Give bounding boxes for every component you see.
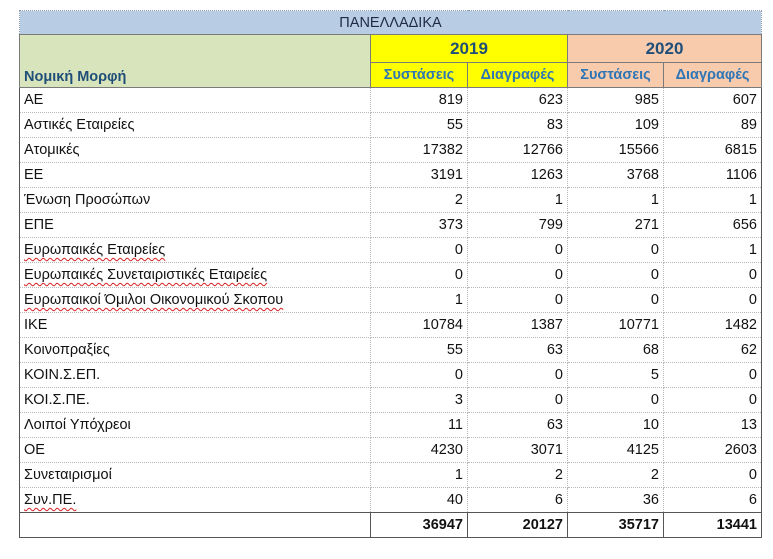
formations-2020-cell[interactable]: 10 (568, 413, 664, 438)
deletions-2020-cell[interactable]: 0 (664, 388, 762, 413)
formations-2019-cell[interactable]: 0 (371, 363, 468, 388)
table-row (20, 413, 762, 438)
deletions-2020-cell[interactable]: 6 (664, 488, 762, 513)
formations-2020-cell[interactable]: 271 (568, 213, 664, 238)
formations-2020-cell[interactable]: 0 (568, 288, 664, 313)
deletions-2019-cell[interactable]: 2 (468, 463, 568, 488)
legal-form-cell[interactable] (20, 188, 371, 213)
table-title[interactable]: ΠΑΝΕΛΛΑΔΙΚΑ (20, 11, 762, 35)
legal-form-cell[interactable] (20, 288, 371, 313)
deletions-2019-cell[interactable]: 0 (468, 363, 568, 388)
formations-2020-cell[interactable]: 10771 (568, 313, 664, 338)
legal-form-cell[interactable] (20, 488, 371, 513)
formations-2019-cell[interactable]: 10784 (371, 313, 468, 338)
formations-2019-cell[interactable]: 4230 (371, 438, 468, 463)
deletions-2020-cell[interactable]: 6815 (664, 138, 762, 163)
total-deletions-2020[interactable]: 13441 (664, 513, 762, 538)
legal-form-label: Κοινοπραξίες (24, 342, 110, 358)
formations-2020-cell[interactable]: 0 (568, 238, 664, 263)
legal-form-label: Αστικές Εταιρείες (24, 117, 135, 133)
deletions-2019-cell[interactable]: 63 (468, 338, 568, 363)
legal-form-label: Λοιποί Υπόχρεοι (24, 417, 131, 433)
formations-2019-cell[interactable]: 3191 (371, 163, 468, 188)
deletions-2019-cell[interactable]: 0 (468, 388, 568, 413)
deletions-2019-cell[interactable]: 6 (468, 488, 568, 513)
deletions-2020-cell[interactable]: 1482 (664, 313, 762, 338)
deletions-2019-cell[interactable]: 3071 (468, 438, 568, 463)
deletions-2019-cell[interactable]: 0 (468, 238, 568, 263)
formations-2019-cell[interactable]: 1 (371, 288, 468, 313)
deletions-2020-cell[interactable]: 0 (664, 363, 762, 388)
formations-2019-cell[interactable]: 373 (371, 213, 468, 238)
deletions-2020-cell[interactable]: 62 (664, 338, 762, 363)
formations-2020-cell[interactable]: 2 (568, 463, 664, 488)
deletions-2020-cell[interactable]: 0 (664, 463, 762, 488)
formations-2020-cell[interactable]: 1 (568, 188, 664, 213)
col-header-2020-formations[interactable]: Συστάσεις (568, 63, 664, 88)
legal-form-cell[interactable] (20, 88, 371, 113)
legal-form-cell[interactable] (20, 338, 371, 363)
deletions-2019-cell[interactable]: 12766 (468, 138, 568, 163)
total-deletions-2019[interactable]: 20127 (468, 513, 568, 538)
legal-form-label: ΕΕ (24, 167, 44, 183)
table-row (20, 113, 762, 138)
legal-form-label: ΕΠΕ (24, 217, 54, 233)
formations-2020-cell[interactable]: 3768 (568, 163, 664, 188)
table-row (20, 238, 762, 263)
total-formations-2019[interactable]: 36947 (371, 513, 468, 538)
table-row (20, 363, 762, 388)
deletions-2019-cell[interactable]: 0 (468, 288, 568, 313)
legal-form-cell[interactable] (20, 238, 371, 263)
legal-form-label: ΙΚΕ (24, 317, 48, 333)
formations-2020-cell[interactable]: 0 (568, 388, 664, 413)
deletions-2020-cell[interactable]: 1106 (664, 163, 762, 188)
formations-2019-cell[interactable]: 55 (371, 338, 468, 363)
table-row (20, 88, 762, 113)
table-row (20, 388, 762, 413)
col-header-2019-deletions[interactable]: Διαγραφές (468, 63, 568, 88)
legal-form-label: ΟΕ (24, 442, 45, 458)
formations-2019-cell[interactable]: 1 (371, 463, 468, 488)
formations-2019-cell[interactable]: 819 (371, 88, 468, 113)
formations-2019-cell[interactable]: 2 (371, 188, 468, 213)
deletions-2020-cell[interactable]: 0 (664, 288, 762, 313)
legal-form-label: Ατομικές (24, 142, 80, 158)
col-header-2019-formations[interactable]: Συστάσεις (371, 63, 468, 88)
table-row (20, 138, 762, 163)
formations-2019-cell[interactable]: 0 (371, 238, 468, 263)
col-header-2020-deletions[interactable]: Διαγραφές (664, 63, 762, 88)
table-row (20, 488, 762, 513)
formations-2020-cell[interactable]: 36 (568, 488, 664, 513)
table-row (20, 263, 762, 288)
legal-form-cell[interactable] (20, 363, 371, 388)
legal-form-cell[interactable] (20, 113, 371, 138)
legal-form-label: Ευρωπαικοί Όμιλοι Οικονομικού Σκοπου (24, 292, 284, 308)
formations-2020-cell[interactable]: 68 (568, 338, 664, 363)
deletions-2019-cell[interactable]: 63 (468, 413, 568, 438)
legal-form-label: ΚΟΙ.Σ.ΠΕ. (24, 392, 90, 408)
formations-2019-cell[interactable]: 0 (371, 263, 468, 288)
legal-form-cell[interactable] (20, 438, 371, 463)
legal-form-header[interactable]: Νομική Μορφή (20, 35, 371, 88)
deletions-2019-cell[interactable]: 1263 (468, 163, 568, 188)
deletions-2019-cell[interactable]: 0 (468, 263, 568, 288)
legal-form-label: ΑΕ (24, 92, 44, 108)
legal-form-label: Συν.ΠΕ. (24, 492, 77, 508)
table-row (20, 338, 762, 363)
deletions-2020-cell[interactable]: 89 (664, 113, 762, 138)
legal-form-cell[interactable] (20, 463, 371, 488)
table-row (20, 288, 762, 313)
deletions-2019-cell[interactable]: 623 (468, 88, 568, 113)
year-2019-header[interactable]: 2019 (371, 35, 568, 63)
totals-label-cell[interactable] (20, 513, 371, 538)
table-row (20, 313, 762, 338)
total-formations-2020[interactable]: 35717 (568, 513, 664, 538)
legal-form-label: Ένωση Προσώπων (24, 192, 151, 208)
deletions-2020-cell[interactable]: 0 (664, 263, 762, 288)
formations-2020-cell[interactable]: 5 (568, 363, 664, 388)
totals-row (20, 513, 762, 538)
legal-form-label: Συνεταιρισμοί (24, 467, 112, 483)
legal-form-label: Ευρωπαικές Συνεταιριστικές Εταιρείες (24, 267, 268, 283)
deletions-2020-cell[interactable]: 607 (664, 88, 762, 113)
formations-2020-cell[interactable]: 0 (568, 263, 664, 288)
table-row (20, 463, 762, 488)
legal-form-label: Ευρωπαικές Εταιρείες (24, 242, 166, 258)
formations-2019-cell[interactable]: 3 (371, 388, 468, 413)
deletions-2020-cell[interactable]: 13 (664, 413, 762, 438)
data-table (19, 10, 762, 538)
formations-2019-cell[interactable]: 55 (371, 113, 468, 138)
table-row (20, 213, 762, 238)
legal-form-cell[interactable] (20, 263, 371, 288)
formations-2020-cell[interactable]: 109 (568, 113, 664, 138)
table-row (20, 188, 762, 213)
legal-form-cell[interactable] (20, 313, 371, 338)
formations-2020-cell[interactable]: 985 (568, 88, 664, 113)
deletions-2020-cell[interactable]: 2603 (664, 438, 762, 463)
table-row (20, 163, 762, 188)
formations-2019-cell[interactable]: 11 (371, 413, 468, 438)
deletions-2020-cell[interactable]: 656 (664, 213, 762, 238)
deletions-2019-cell[interactable]: 83 (468, 113, 568, 138)
legal-form-cell[interactable] (20, 138, 371, 163)
legal-form-cell[interactable] (20, 388, 371, 413)
legal-form-cell[interactable] (20, 163, 371, 188)
deletions-2019-cell[interactable]: 1387 (468, 313, 568, 338)
legal-form-label: ΚΟΙΝ.Σ.ΕΠ. (24, 367, 101, 383)
table-row (20, 438, 762, 463)
deletions-2019-cell[interactable]: 1 (468, 188, 568, 213)
formations-2020-cell[interactable]: 15566 (568, 138, 664, 163)
legal-form-cell[interactable] (20, 413, 371, 438)
deletions-2020-cell[interactable]: 1 (664, 238, 762, 263)
formations-2019-cell[interactable]: 40 (371, 488, 468, 513)
formations-2019-cell[interactable]: 17382 (371, 138, 468, 163)
deletions-2020-cell[interactable]: 1 (664, 188, 762, 213)
legal-form-cell[interactable] (20, 213, 371, 238)
formations-2020-cell[interactable]: 4125 (568, 438, 664, 463)
deletions-2019-cell[interactable]: 799 (468, 213, 568, 238)
year-2020-header[interactable]: 2020 (568, 35, 762, 63)
